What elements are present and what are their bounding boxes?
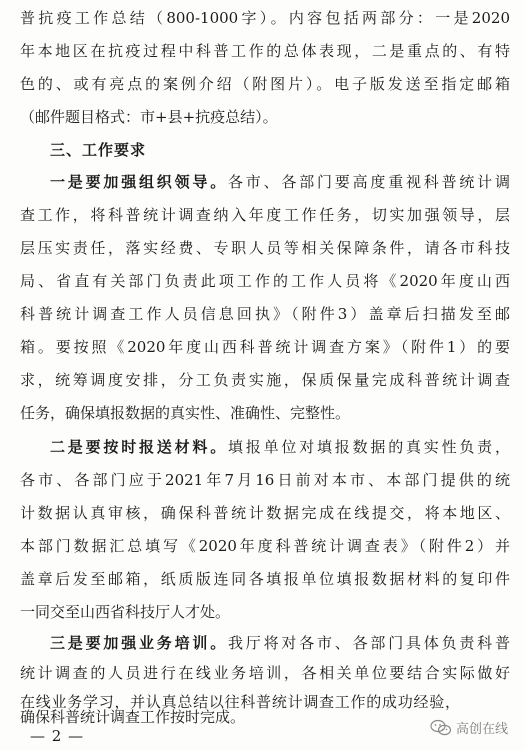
watermark-text: 高创在线 bbox=[455, 722, 508, 737]
section-heading: 三、工作要求 bbox=[50, 141, 147, 159]
paragraph-1-line-3: 层压实责任，落实经费、专职人员等相关保障条件，请各市科技 bbox=[20, 239, 510, 257]
intro-line-2: 年本地区在抗疫过程中科普工作的总体表现，二是重点的、有特 bbox=[20, 42, 510, 60]
paragraph-2-first-rest: 填报单位对填报数据的真实性负责， bbox=[228, 438, 510, 456]
paragraph-2-lead: 二是要按时报送材料。 bbox=[50, 438, 228, 456]
paragraph-1-line-2: 查工作，将科普统计调查纳入年度工作任务，切实加强领导，层 bbox=[20, 206, 510, 224]
paragraph-1-line-7: 求，统筹调度安排，分工负责实施，保质保量完成科普统计调查 bbox=[20, 371, 510, 389]
paragraph-3-first-rest: 我厅将对各市、各部门具体负责科普 bbox=[228, 634, 510, 652]
paragraph-1-line-5: 科普统计调查工作人员信息回执》（附件3）盖章后扫描发至邮 bbox=[20, 305, 510, 323]
paragraph-1-line-6: 箱。要按照《2020年度山西科普统计调查方案》（附件1）的要 bbox=[20, 338, 510, 356]
intro-line-4: （邮件题目格式：市+县+抗疫总结）。 bbox=[20, 108, 278, 126]
intro-line-3: 色的、或有亮点的案例介绍（附图片）。电子版发送至指定邮箱 bbox=[20, 75, 510, 93]
paragraph-3-line-4: 确保科普统计调查工作按时完成。 bbox=[20, 708, 246, 726]
paragraph-1-line-4: 局、省直有关部门负责此项工作的工作人员将《2020年度山西 bbox=[20, 272, 510, 290]
paragraph-1-line-8: 任务，确保填报数据的真实性、准确性、完整性。 bbox=[20, 404, 351, 422]
paragraph-2-line-5: 盖章后发至邮箱，纸质版连同各填报单位填报数据材料的复印件 bbox=[20, 570, 510, 588]
paragraph-2-line-4: 本部门数据汇总填写《2020年度科普统计调查表》（附件2）并 bbox=[20, 537, 510, 555]
intro-line-1: 普抗疫工作总结（800-1000字）。内容包括两部分：一是2020 bbox=[20, 9, 510, 27]
paragraph-3-line-2: 统计调查的人员进行在线业务培训，各相关单位要结合实际做好 bbox=[20, 664, 510, 682]
paragraph-1-lead: 一是要加强组织领导。 bbox=[50, 173, 228, 191]
paragraph-3-line-3: 在线业务学习，并认真总结以往科普统计调查工作的成功经验， bbox=[20, 693, 460, 711]
paragraph-2-line-6: 一同交至山西省科技厅人才处。 bbox=[20, 603, 231, 621]
paragraph-1-first-rest: 各市、各部门要高度重视科普统计调 bbox=[228, 173, 510, 191]
paragraph-2-line-3: 计数据认真审核，确保科普统计数据完成在线提交，将本地区、 bbox=[20, 504, 510, 522]
paragraph-3-first-line bbox=[50, 633, 510, 653]
paragraph-2-first-line bbox=[50, 437, 510, 457]
page-number: — 2 — bbox=[30, 727, 85, 745]
paragraph-3-lead: 三是要加强业务培训。 bbox=[50, 634, 228, 652]
paragraph-2-line-2: 各市、各部门应于2021年7月16日前对本市、本部门提供的统 bbox=[20, 471, 510, 489]
paragraph-1-first-line bbox=[50, 172, 510, 192]
